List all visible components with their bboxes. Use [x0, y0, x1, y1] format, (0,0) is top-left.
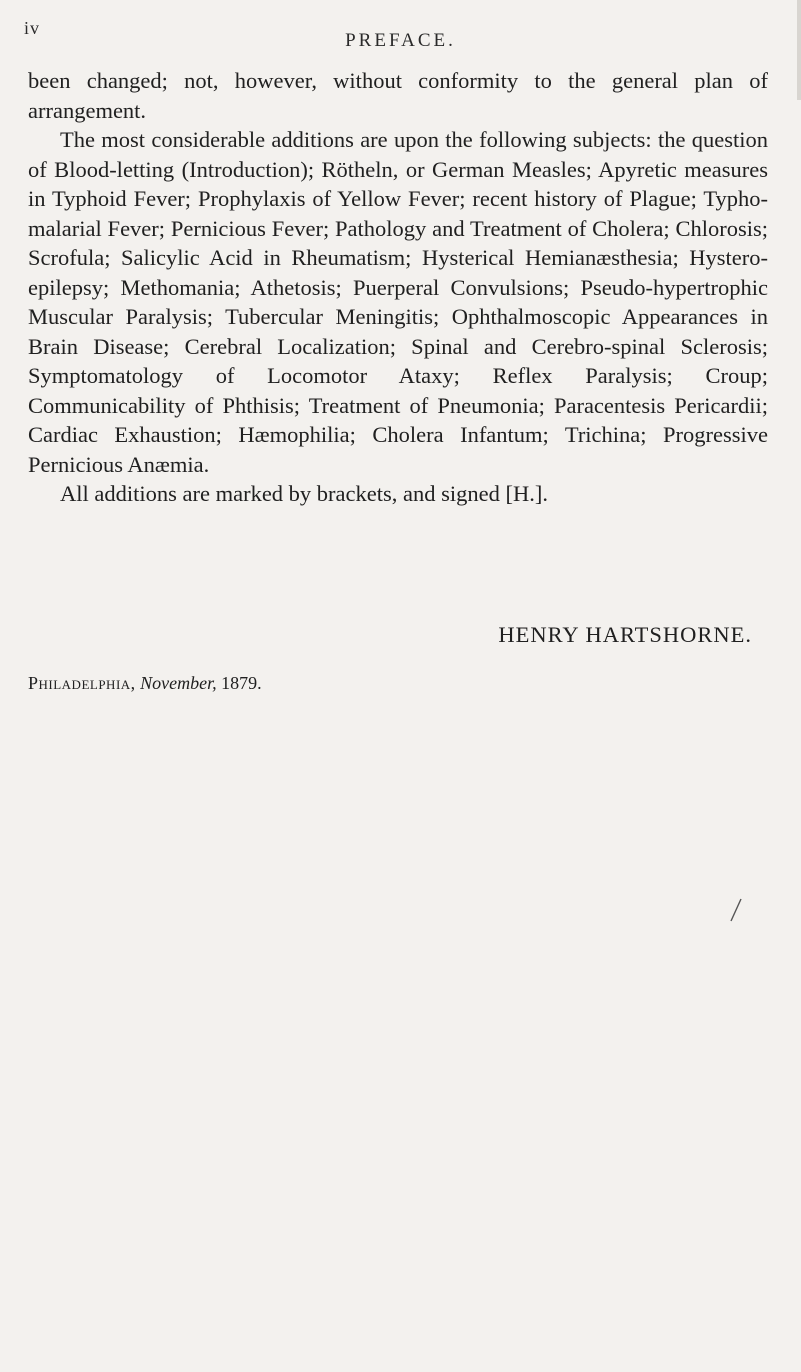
stray-pen-mark	[729, 898, 743, 922]
running-head: PREFACE.	[345, 30, 456, 51]
dateline	[28, 673, 262, 694]
preface-body	[28, 66, 768, 509]
dateline-year: 1879.	[221, 673, 262, 693]
page-header	[0, 18, 801, 51]
dateline-month: November,	[140, 673, 217, 693]
author-signature: HENRY HARTSHORNE.	[498, 622, 752, 647]
paragraph-additions: The most considerable additions are upon the following subjects: the question of Blood-letting (Introduction); Rötheln, or German Measles; Apyretic measures in Typhoid Fever; Prophylaxis of Yellow Fever; recent history of Plague; Typho-malarial Fever; Pernicious Fever; Pathology and Treatment of Cholera; Chlorosis; Scrofula; Salicylic Acid in Rheumatism; Hysterical Hemianæsthesia; Hystero-epilepsy; Methomania; Athetosis; Puerperal Convulsions; Pseudo-hypertrophic Muscular Paralysis; Tubercular Meningitis; Ophthalmoscopic Appearances in Brain Disease; Cerebral Localization; Spinal and Cerebro-spinal Sclerosis; Symptomatology of Locomotor Ataxy; Reflex Paralysis; Croup; Communicability of Phthisis; Treatment of Pneumonia; Paracentesis Pericardii; Cardiac Exhaustion; Hæmophilia; Cholera Infantum; Trichina; Progressive Pernicious Anæmia.	[28, 127, 768, 477]
paragraph-brackets-note: All additions are marked by brackets, and signed [H.].	[60, 481, 548, 506]
paragraph-continuation: been changed; not, however, without conformity to the general plan of arrangement.	[28, 68, 768, 123]
dateline-place: Philadelphia,	[28, 673, 136, 693]
page-number: iv	[24, 18, 41, 38]
